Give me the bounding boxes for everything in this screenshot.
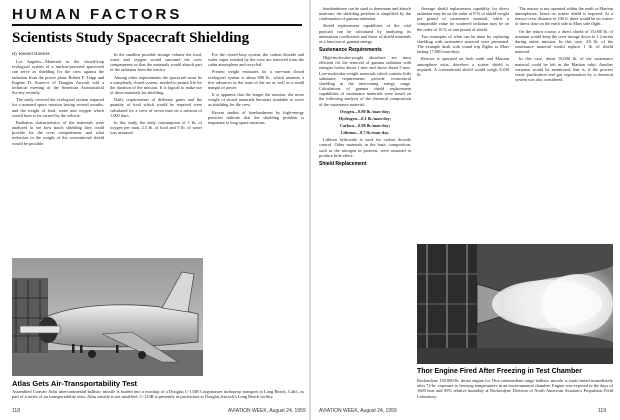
paragraph: Lithium hydroxide is used for carbon dioxide control. Other materials in the basic composition, such as the nitrogen in proteins, were assumed to produce little effect. [319, 137, 411, 158]
paragraph: In this study, the daily consumption of 1 lb. of oxygen per man, 2.3 lb. of food and 5 lb. of water was assumed. [110, 119, 202, 136]
thor-caption-headline: Thor Engine Fired After Freezing in Test Chamber [417, 368, 582, 375]
left-column-2 [110, 52, 202, 254]
page-number-left: 118 [12, 408, 20, 414]
formula-line: Hydrogen—0.1 lb./man-day; [338, 115, 392, 121]
footer-right: AVIATION WEEK, August 24, 1959 [319, 408, 397, 414]
paragraph: Reactor is operated on both earth and Martian atmosphere exits, therefore a scatter shield is required. A conventional shield would weigh 8,430 lb. [417, 56, 509, 77]
paragraph: Daily requirements of different gases and the quantity of food which would be required were calculated for a crew of seven men on a mission of 1,000 days. [110, 97, 202, 118]
right-column-1 [319, 6, 411, 404]
subhead-shield-replacement: Shield Replacement [319, 160, 367, 167]
article-headline: Scientists Study Spacecraft Shielding [12, 30, 250, 46]
paragraph: In the smallest possible storage volume the food, water and oxygen would surround the crew compartment so that the materials would absorb part of the radiation from the reactor. [110, 52, 202, 73]
paragraph: High-molecular-weight absorbers are most efficient for the removal of gamma radiation with energies below about 1 mev and above about 5 mev. Low-molecular-weight materials which contain little substance requirements provide economical shielding in the intervening energy range. Calculations of gamma shield replacement capabilities of sustenance materials were based on the following analysis of the chemical composition of the sustenance material: [319, 55, 411, 107]
thor-caption-body: Rocketdyne 150,000-lb. thrust engine for Thor intermediate range ballistic missile is static-tested immediately after 72-hr. exposure to freezing temperatures in an environmental chamber. Engine was exposed to the days of 1600 heat and 95% relative humidity at Rocketdyne Division of North American Aviation's Propulsion Field Laboratory. [417, 378, 613, 399]
atlas-photo [12, 258, 203, 376]
atlas-caption-headline: Atlas Gets Air-Transportability Test [12, 379, 138, 388]
atlas-aircraft-image [12, 258, 203, 376]
formula-line: Oxygen—0.80 lb./man-day; [339, 108, 391, 114]
paragraph: The reactor is not operated within the earth or Martian atmospheres; hence no scatter shield is required. At a reactor-crew distance of 100 ft. there would be no scatter or direct dose on the earth side to Mars side flight. [515, 6, 613, 27]
atlas-caption-body: Assembled Convair Atlas intercontinental ballistic missile is loaded into a mockup of a Douglas C-133B Cargomaster turboprop transport at Long Beach, Calif., as part of a series of air transportability tests. Atlas missile is not modified. C-133B is presently in production at Douglas Aircraft's Long Beach facility. [12, 389, 304, 400]
page-number-right: 119 [598, 408, 606, 414]
paragraph: Shield replacement capabilities of the vital payload can be calculated by analyzing its attenuation coefficients and those of shield materials as a function of gamma energy. [319, 23, 411, 44]
right-page [311, 0, 620, 420]
paragraph: Recent studies of bombardment by high-energy particles indicate that the shielding problem is important to long space missions. [208, 109, 304, 125]
paragraph: The study covered the ecological system required for a manned space mission lasting several months, and the weight of food, water and oxygen which would have to be carried by the vehicle. [12, 97, 104, 118]
subhead-sustenance: Sustenance Requirements [319, 47, 382, 54]
left-page [0, 0, 309, 420]
right-column-3 [515, 6, 613, 238]
section-header: HUMAN FACTORS [12, 6, 183, 23]
left-column-1 [12, 52, 104, 254]
thor-engine-image [417, 244, 613, 364]
paragraph: Among other requirements the spacecraft must be a completely closed system, needed to permit life for the duration of the mission. It is logical to make use of these materials for shielding. [110, 74, 202, 96]
paragraph: Two examples of what can be done by replacing shielding with sustenance material were presented. The example dealt with round trip flights to Mars lasting 17,000 man-days. [417, 33, 509, 55]
thor-engine-photo [417, 244, 613, 364]
byline: By Russell Hawkes [12, 52, 50, 57]
footer-left: AVIATION WEEK, August 24, 1959 [228, 408, 306, 414]
formula-line: Carbon—0.08 lb./man-day; [339, 122, 391, 128]
paragraph: For the closed-loop system, the carbon dioxide and water vapor exhaled by the crew are removed from the cabin atmosphere and recycled. [208, 52, 304, 68]
paragraph: Present weight estimates for a one-man closed ecological system is about 690 lb., which assumes a few advances in the state of the art as well as a small margin of power. [208, 69, 304, 90]
paragraph: Average shield replacement capability for direct radiation may be on the order of 8 % of shield weight per pound of sustenance material, while a comparable value for scattered radiation may be on the order of 10 % of one pound of shield. [417, 6, 509, 32]
left-column-3 [208, 52, 304, 402]
right-column-2 [417, 6, 509, 238]
section-rule [12, 24, 302, 26]
paragraph: bombardment can be used to determine and absorb neutrons; the shielding problem is simplified by the combination of gamma radiation. [319, 6, 411, 22]
paragraph: Los Angeles—Materials in the closed-loop ecological system of a nuclear-powered spacecraft can serve as shielding for the crew against the radiation from the power plant. Robert F. Trapp and Eugene D. Konecci of Douglas Aircraft told a technical meeting of the American Astronautical Society recently. [12, 59, 104, 96]
paragraph: It is apparent that the longer the mission, the more weight of stored materials becomes available to serve as shielding for the crew. [208, 92, 304, 108]
paragraph: Radiation characteristics of the materials were analyzed to see how much shielding they could provide for the crew compartment, and what reduction in the weight of the conventional shield would be possible. [12, 119, 104, 146]
paragraph: In this case, about 10,000 lb. of the sustenance material could be left in the Martian orbit. Another variation would be mentioned; that is, if the process waste purification and gas regeneration by a chemical system was also considered. [515, 56, 613, 83]
paragraph: On the return course, a direct shield of 15,000 lb. of uranium would keep the crew dosage down to 1.2 mrem during entire mission. In this case, 4.6 lb. of the sustenance material would replace 1 lb. of shield material. [515, 28, 613, 55]
formula-line: Lithium—0.7 lb./man-day. [340, 130, 390, 136]
